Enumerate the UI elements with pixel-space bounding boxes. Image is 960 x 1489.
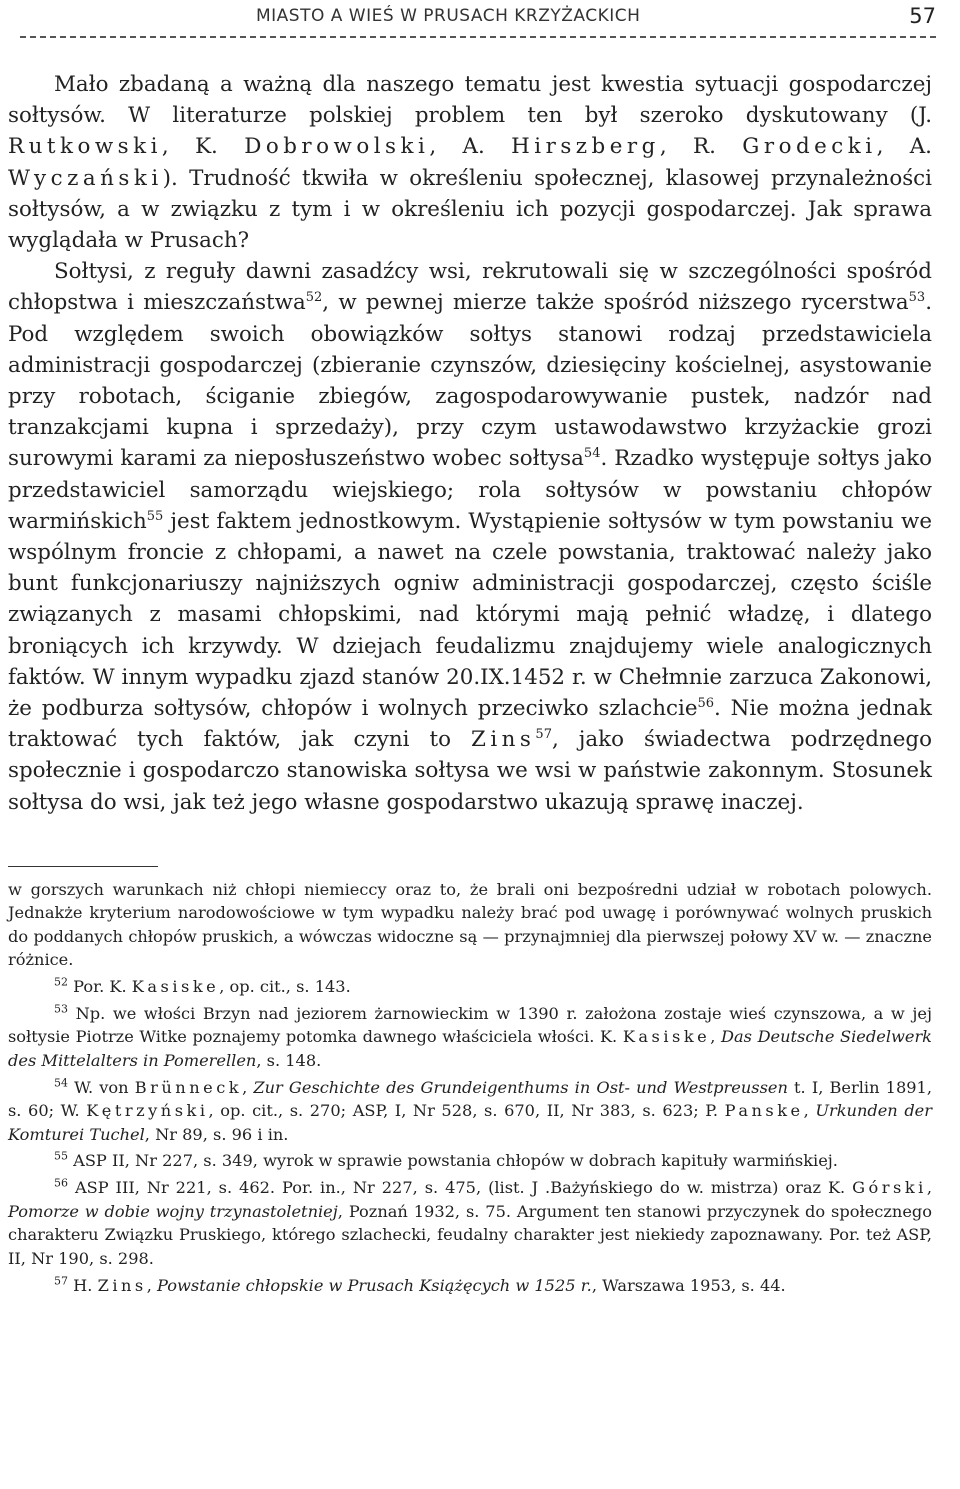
footnote-ref[interactable]: 56 xyxy=(697,695,715,711)
text-run: , A. xyxy=(429,134,512,160)
text-run: , Nr 89, s. 96 i in. xyxy=(144,1124,289,1144)
text-run: t. I, Berlin 1891, s. 60; W. xyxy=(8,1077,932,1121)
text-run: , op. cit., s. 143. xyxy=(219,977,351,997)
text-run: , xyxy=(146,1275,158,1295)
footnote-ref[interactable]: 57 xyxy=(535,727,552,743)
footnote-ref[interactable]: 55 xyxy=(146,508,164,524)
footnote-number: 57 xyxy=(54,1274,68,1288)
text-run: , Poznań 1932, s. 75. Argument ten stanowi przyczynek do społecznego charakteru Związku Pruskiego, którego szlachecki, feudalny charakter jest niekiedy zapoznawany. Por. też ASP, II, Nr 190, s. 298. xyxy=(8,1201,933,1268)
author-name: Zins xyxy=(97,1275,147,1295)
page-header xyxy=(20,4,936,28)
text-run: . Rzadko występuje sołtys jako przedstawiciel samorządu wiejskiego; rola sołtysów w powstaniu chłopów warmińskich xyxy=(8,446,932,534)
footnote-ref[interactable]: 54 xyxy=(583,446,601,462)
author-name: Wyczański xyxy=(8,165,163,191)
text-run: jest faktem jednostkowym. Wystąpienie sołtysów w tym powstaniu we wspólnym froncie z chłopami, a nawet na czele powstania, traktować należy jako bunt funkcjonariuszy najniższych ogniw administracji gospodarczej, często ściśle związanych z masami chłopskimi, nad którymi mają pełnić władzę, i dlatego broniących ich krzywdy. W dziejach feudalizmu znajdujemy wiele analogicznych faktów. W innym wypadku zjazd stanów 20.IX.1452 r. w Chełmnie zarzuca Zakonowi, że podburza sołtysów, chłopów i wolnych przeciwko szlachcie xyxy=(8,508,932,722)
text-run: , xyxy=(803,1101,816,1121)
footnote-number: 56 xyxy=(54,1176,68,1190)
footnote-56 xyxy=(8,1176,932,1270)
footnote-number: 54 xyxy=(54,1076,68,1090)
footnote-54 xyxy=(8,1076,932,1146)
author-name: Grodecki xyxy=(742,134,877,160)
text-run: H. xyxy=(73,1275,98,1295)
footnote-separator xyxy=(8,866,158,867)
book-title: Pomorze w dobie wojny trzynastoletniej xyxy=(8,1201,338,1221)
footnote-ref[interactable]: 52 xyxy=(305,290,323,306)
footnote-number: 52 xyxy=(54,975,68,989)
text-run: ). Trudność tkwiła w określeniu społecznej, klasowej przynależności sołtysów, a w związku z tym i w określeniu ich pozycji gospodarczej. Jak sprawa wyglądała w Prusach? xyxy=(8,165,932,254)
text-run: . Pod względem swoich obowiązków sołtys stanowi rodzaj przedstawiciela administracji gospodarczej (zbieranie czynszów, dziesięciny kościelnej, asystowanie przy robotach, ściganie zbiegów, zagospodarowywanie pustek, nadzór nad tranzakcjami kupna i sprzedaży), przy czym ustawodawstwo krzyżackie grozi surowymi karami za nieposłuszeństwo wobec sołtysa xyxy=(8,290,932,472)
text-run: , xyxy=(926,1178,932,1198)
footnote-number: 53 xyxy=(54,1002,68,1016)
author-name: Rutkowski xyxy=(8,134,162,160)
text-run: ASP II, Nr 227, s. 349, wyrok w sprawie powstania chłopów w dobrach kapituły warmińskiej. xyxy=(73,1151,838,1171)
author-name: Panske xyxy=(724,1101,804,1121)
text-run: , A. xyxy=(876,134,932,160)
running-title: MIASTO A WIEŚ W PRUSACH KRZYŻACKICH xyxy=(256,6,641,26)
footnote-53 xyxy=(8,1002,932,1072)
text-run: Por. K. xyxy=(73,977,132,997)
footnote-52 xyxy=(8,975,932,998)
text-run: , Warszawa 1953, s. 44. xyxy=(591,1275,786,1295)
footnote-57 xyxy=(8,1274,932,1297)
footnote-55 xyxy=(8,1149,932,1172)
text-run: Sołtysi, z reguły dawni zasadźcy wsi, rekrutowali się w szczególności spośród chłopstwa i mieszczaństwa xyxy=(8,259,932,316)
author-name: Dobrowolski xyxy=(244,134,430,160)
text-run: Mało zbadaną a ważną dla naszego tematu jest kwestia sytuacji gospodarczej sołtysów. W literaturze polskiej problem ten był szeroko dyskutowany (J. xyxy=(8,72,932,129)
text-run: , op. cit., s. 270; ASP, I, Nr 528, s. 670, II, Nr 383, s. 623; P. xyxy=(208,1101,725,1121)
paragraph-1 xyxy=(8,69,932,256)
text-run: , w pewnej mierze także spośród niższego rycerstwa xyxy=(322,290,909,316)
body-text xyxy=(8,69,932,818)
author-name: Kasiske xyxy=(622,1027,711,1047)
page-number: 57 xyxy=(909,4,936,28)
text-run: ASP III, Nr 221, s. 462. Por. in., Nr 227, s. 475, (list. J .Bażyńskiego do w. mistrza) oraz K. xyxy=(74,1178,853,1198)
author-name: Górski xyxy=(852,1178,927,1198)
text-run: , K. xyxy=(161,134,245,160)
author-name: Kasiske xyxy=(131,977,220,997)
author-name: Hirszberg xyxy=(511,134,660,160)
paragraph-2 xyxy=(8,256,932,818)
header-rule xyxy=(20,36,936,38)
footnote-ref[interactable]: 53 xyxy=(908,290,926,306)
book-title: Das Deutsche Siedelwerk des Mittelalters in Pomerellen xyxy=(8,1027,932,1070)
author-name: Kętrzyński xyxy=(86,1101,209,1121)
footnote-number: 55 xyxy=(54,1150,68,1164)
text-run: , xyxy=(710,1027,722,1047)
text-run: . Nie można jednak traktować tych faktów, jak czyni to xyxy=(8,696,932,753)
text-run: , s. 148. xyxy=(256,1050,322,1070)
book-title: Powstanie chłopskie w Prusach Książęcych w 1525 r. xyxy=(157,1275,592,1295)
author-name: Brünneck xyxy=(134,1077,243,1097)
text-run: Np. we włości Brzyn nad jeziorem żarnowieckim w 1390 r. założona zostaje wieś czynszowa, a w jej sołtysie Piotrze Witke poznajemy potomka dawnego właściciela włości. K. xyxy=(8,1004,932,1047)
footnotes xyxy=(8,878,932,1297)
text-run: , R. xyxy=(659,134,743,160)
book-title: Urkunden der Komturei Tuchel xyxy=(8,1101,932,1144)
text-run: , jako świadectwa podrzędnego społecznie i gospodarczo stanowiska sołtysa we wsi w państwie zakonnym. Stosunek sołtysa do wsi, jak też jego własne gospodarstwo ukazują sprawę inaczej. xyxy=(8,727,932,815)
author-name: Zins xyxy=(470,727,536,753)
book-title: Zur Geschichte des Grundeigenthums in Ost- und Westpreussen xyxy=(253,1077,788,1097)
text-run: , xyxy=(242,1077,254,1097)
text-run: W. von xyxy=(74,1077,135,1097)
footnote-continuation: w gorszych warunkach niż chłopi niemieccy oraz to, że brali oni bezpośredni udział w robotach polowych. Jednakże kryterium narodowościowe w tym wypadku należy brać pod uwagę i porównywać wolnych pruskich do poddanych chłopów pruskich, a wówczas widoczne są — przynajmniej dla pierwszej połowy XV w. — znaczne różnice. xyxy=(8,880,932,970)
